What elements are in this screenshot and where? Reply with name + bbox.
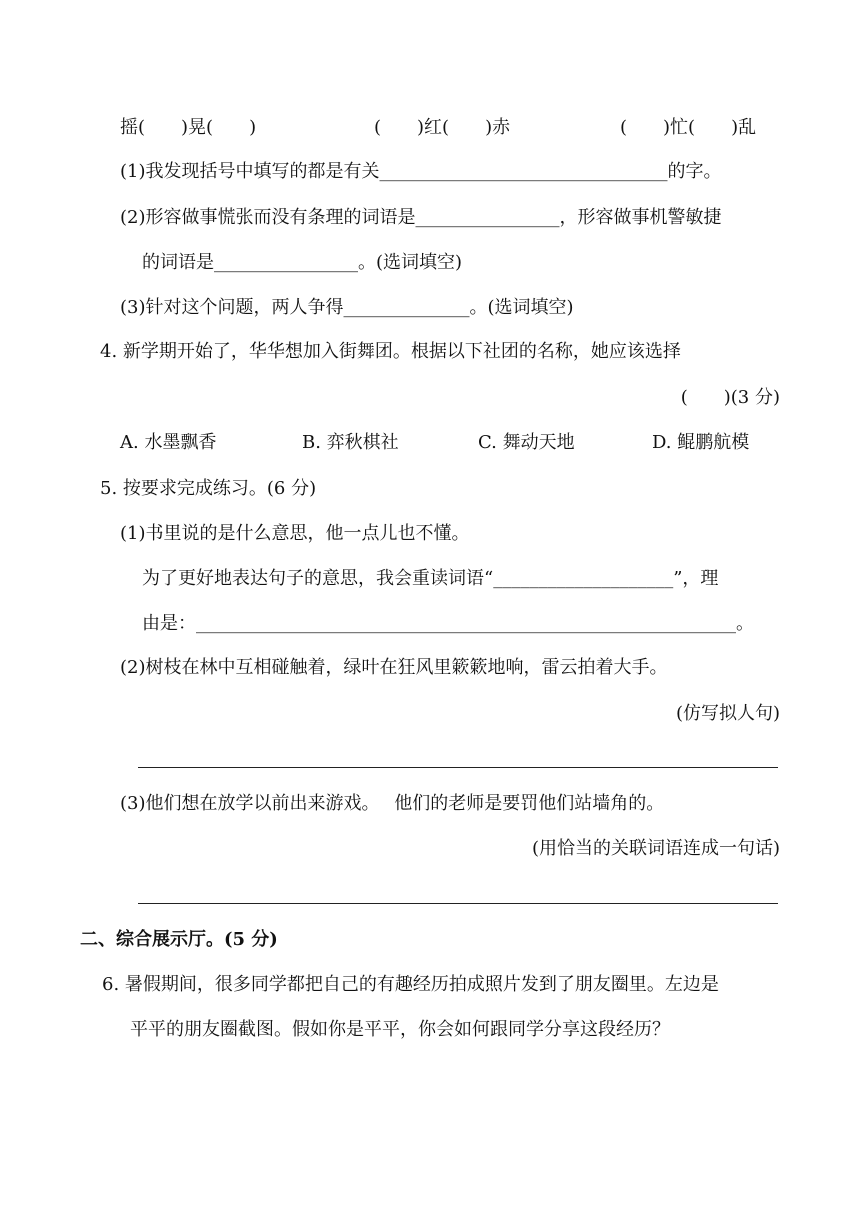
section-2-title: 二、综合展示厅。(5 分) xyxy=(80,929,278,950)
q4-answer-score: ( )(3 分) xyxy=(680,387,780,408)
q3-sub-3: (3)针对这个问题，两人争得______________。(选词填空) xyxy=(120,297,574,318)
q4-option-b: B. 弈秋棋社 xyxy=(302,432,399,453)
q6-line-2: 平平的朋友圈截图。假如你是平平，你会如何跟同学分享这段经历？ xyxy=(130,1019,670,1040)
q3-sub-2-line-1: (2)形容做事慌张而没有条理的词语是________________，形容做事机警敏捷 xyxy=(120,207,722,228)
q5-part-1: (1)书里说的是什么意思，他一点儿也不懂。 xyxy=(120,523,470,544)
q3-pattern-3: ( )忙( )乱 xyxy=(620,117,757,138)
q5-part-1-reason: 由是：____________________________________________________________。 xyxy=(142,613,754,634)
q5-part-3-hint: (用恰当的关联词语连成一句话) xyxy=(531,838,780,859)
q4-option-d: D. 鲲鹏航模 xyxy=(652,432,750,453)
q5-part-2-answer-line[interactable] xyxy=(138,767,778,768)
q6-line-1: 6. 暑假期间，很多同学都把自己的有趣经历拍成照片发到了朋友圈里。左边是 xyxy=(102,974,719,995)
q5-part-2-hint: (仿写拟人句) xyxy=(675,703,780,724)
q4-stem: 4. 新学期开始了，华华想加入街舞团。根据以下社团的名称，她应该选择 xyxy=(100,341,681,362)
q5-part-2: (2)树枝在林中互相碰触着，绿叶在狂风里簌簌地响，雷云拍着大手。 xyxy=(120,657,668,678)
q3-pattern-1: 摇( )晃( ) xyxy=(120,117,257,138)
q5-part-1-task: 为了更好地表达句子的意思，我会重读词语“____________________”，理 xyxy=(142,568,719,589)
q3-pattern-2: ( )红( )赤 xyxy=(374,117,511,138)
q3-sub-2-line-2: 的词语是________________。(选词填空) xyxy=(142,252,463,273)
q4-option-c: C. 舞动天地 xyxy=(478,432,575,453)
q5-part-3-answer-line[interactable] xyxy=(138,903,778,904)
q4-option-a: A. 水墨飘香 xyxy=(120,432,217,453)
q5-part-3: (3)他们想在放学以前出来游戏。 他们的老师是要罚他们站墙角的。 xyxy=(120,793,665,814)
q3-sub-1: (1)我发现括号中填写的都是有关________________________________的字。 xyxy=(120,161,722,182)
q5-stem: 5. 按要求完成练习。(6 分) xyxy=(100,478,317,499)
